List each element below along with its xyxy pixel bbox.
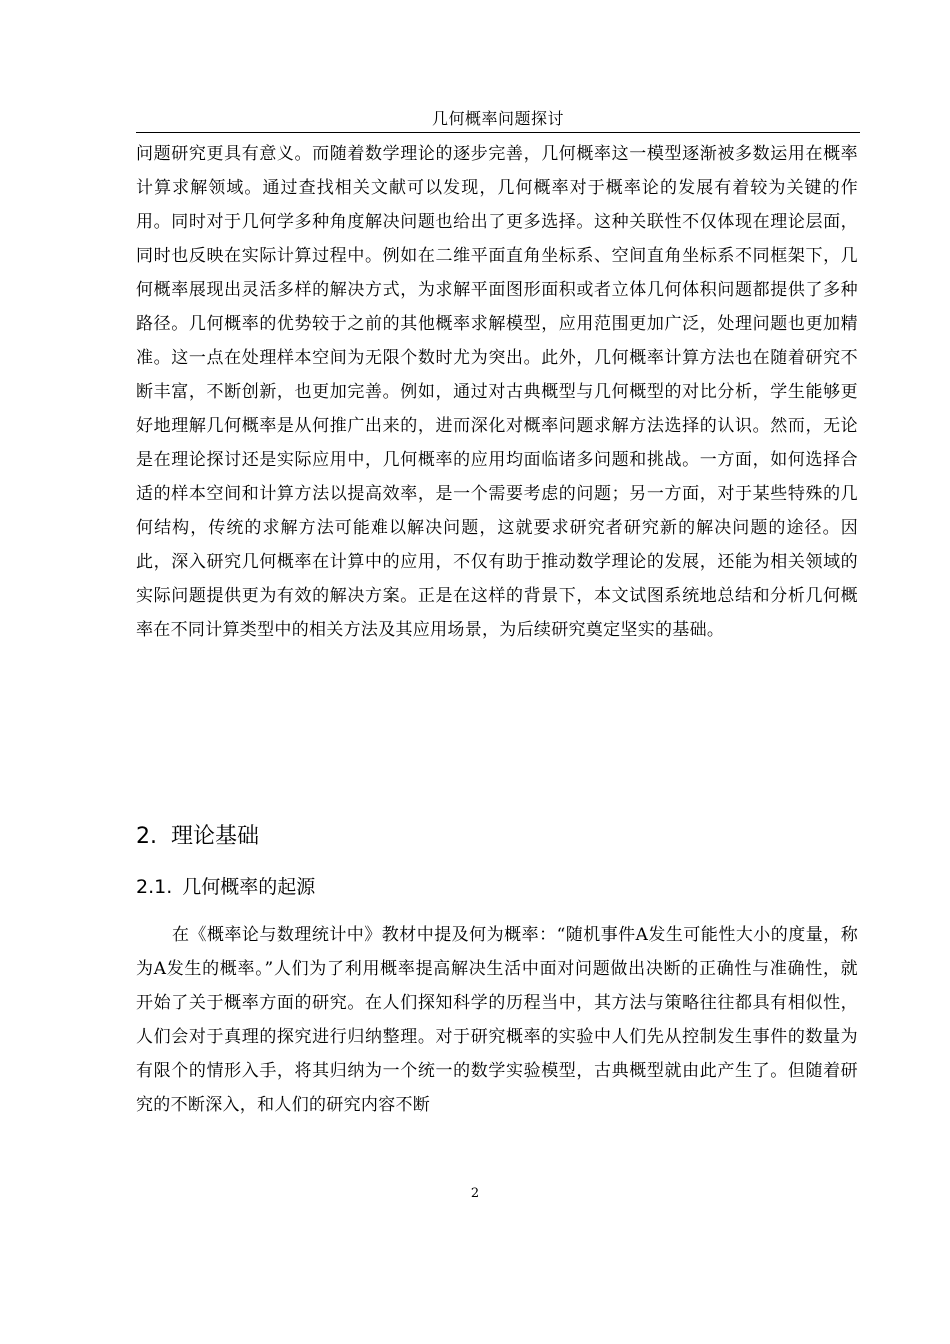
running-header-title: 几何概率问题探讨 (431, 109, 564, 128)
body-paragraph-2: 在《概率论与数理统计中》教材中提及何为概率：“随机事件A发生可能性大小的度量，称为A发生的概率。”人们为了利用概率提高解决生活中面对问题做出决断的正确性与准确性，就开始了关于概率方面的研究。在人们探知科学的历程当中，其方法与策略往往都具有相似性，人们会对于真理的探究进行归纳整理。对于研究概率的实验中人们先从控制发生事件的数量为有限个的情形入手，将其归纳为一个统一的数学实验模型，古典概型就由此产生了。但随着研究的不断深入，和人们的研究内容不断 (136, 925, 858, 1115)
running-header (136, 106, 860, 133)
section-title: 理论基础 (171, 824, 260, 849)
section-number: 2. (136, 824, 157, 849)
section-heading (136, 820, 259, 854)
subsection-number: 2.1. (136, 876, 173, 898)
body-paragraph-1: 问题研究更具有意义。而随着数学理论的逐步完善，几何概率这一模型逐渐被多数运用在概率计算求解领域。通过查找相关文献可以发现，几何概率对于概率论的发展有着较为关键的作用。同时对于几何学多种角度解决问题也给出了更多选择。这种关联性不仅体现在理论层面，同时也反映在实际计算过程中。例如在二维平面直角坐标系、空间直角坐标系不同框架下，几何概率展现出灵活多样的解决方式，为求解平面图形面积或者立体几何体积问题都提供了多种路径。几何概率的优势较于之前的其他概率求解模型，应用范围更加广泛，处理问题也更加精准。这一点在处理样本空间为无限个数时尤为突出。此外，几何概率计算方法也在随着研究不断丰富，不断创新，也更加完善。例如，通过对古典概型与几何概型的对比分析，学生能够更好地理解几何概率是从何推广出来的，进而深化对概率问题求解方法选择的认识。然而，无论是在理论探讨还是实际应用中，几何概率的应用均面临诸多问题和挑战。一方面，如何选择合适的样本空间和计算方法以提高效率，是一个需要考虑的问题；另一方面，对于某些特殊的几何结构，传统的求解方法可能难以解决问题，这就要求研究者研究新的解决问题的途径。因此，深入研究几何概率在计算中的应用，不仅有助于推动数学理论的发展，还能为相关领域的实际问题提供更为有效的解决方案。正是在这样的背景下，本文试图系统地总结和分析几何概率在不同计算类型中的相关方法及其应用场景，为后续研究奠定坚实的基础。 (136, 144, 858, 640)
page-number: 2 (470, 1186, 480, 1201)
subsection-heading (136, 872, 315, 902)
subsection-title: 几何概率的起源 (182, 876, 316, 898)
